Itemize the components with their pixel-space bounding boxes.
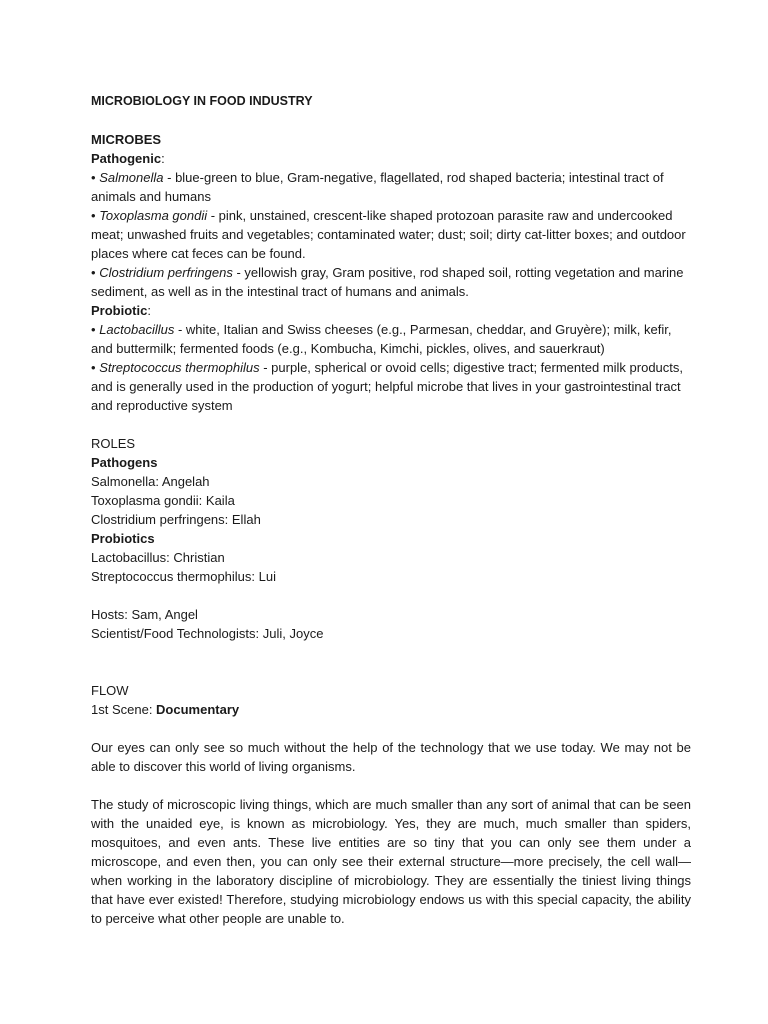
pathogen-item-toxoplasma xyxy=(91,206,691,263)
microbe-description: - yellowish gray, Gram positive, rod shaped soil, rotting vegetation and marine sediment, as well as in the intestinal tract of humans and animals. xyxy=(91,265,684,299)
pathogen-item-clostridium xyxy=(91,263,691,301)
document-title: MICROBIOLOGY IN FOOD INDUSTRY xyxy=(91,94,313,108)
probiotic-item-lactobacillus xyxy=(91,320,691,358)
flow-paragraph-1: Our eyes can only see so much without the help of the technology that we use today. We may not be able to discover this world of living organisms. xyxy=(91,740,691,774)
pathogenic-label-colon: : xyxy=(161,151,165,166)
pathogen-item-salmonella xyxy=(91,168,691,206)
probiotic-item-streptococcus xyxy=(91,358,691,415)
microbe-description: - white, Italian and Swiss cheeses (e.g., Parmesan, cheddar, and Gruyère); milk, kefir, and buttermilk; fermented foods (e.g., Kombucha, Kimchi, pickles, olives, and sauerkraut) xyxy=(91,322,672,356)
bullet: • xyxy=(91,322,96,337)
probiotic-label-colon: : xyxy=(147,303,151,318)
role-line: Lactobacillus: Christian xyxy=(91,550,225,565)
flow-heading: FLOW xyxy=(91,683,129,698)
bullet: • xyxy=(91,170,96,185)
scientists-line: Scientist/Food Technologists: Juli, Joyce xyxy=(91,626,324,641)
role-line: Salmonella: Angelah xyxy=(91,474,210,489)
bullet: • xyxy=(91,265,96,280)
probiotic-label xyxy=(91,301,691,320)
bullet: • xyxy=(91,208,96,223)
microbes-heading: MICROBES xyxy=(91,132,162,147)
document-page xyxy=(91,92,691,928)
flow-paragraph-2: The study of microscopic living things, which are much smaller than any sort of animal that can be seen with the unaided eye, is known as microbiology. Yes, they are much, much smaller than spiders, mosquitoes, and even ants. These live entities are so tiny that you can only see them under a microscope, and even then, you can only see their external structure—more precisely, the cell wall—when working in the laboratory discipline of microbiology. They are essentially the tiniest living things that have ever existed! Therefore, studying microbiology endows us with this special capacity, the ability to perceive what other people are unable to. xyxy=(91,797,691,926)
probiotic-label-text: Probiotic xyxy=(91,303,148,318)
microbe-name: Clostridium perfringens xyxy=(99,265,233,280)
bullet: • xyxy=(91,360,96,375)
microbe-name: Salmonella xyxy=(99,170,164,185)
scene-line xyxy=(91,700,691,719)
microbe-name: Toxoplasma gondii xyxy=(99,208,208,223)
roles-heading: ROLES xyxy=(91,436,136,451)
microbe-description: - pink, unstained, crescent-like shaped protozoan parasite raw and undercooked meat; unwashed fruits and vegetables; contaminated water; dust; soil; dirty cat-litter boxes; and outdoor places where cat feces can be found. xyxy=(91,208,686,261)
microbe-name: Streptococcus thermophilus xyxy=(99,360,260,375)
scene-prefix: 1st Scene: xyxy=(91,702,157,717)
role-line: Clostridium perfringens: Ellah xyxy=(91,512,261,527)
microbe-description: - blue-green to blue, Gram-negative, flagellated, rod shaped bacteria; intestinal tract of animals and humans xyxy=(91,170,664,204)
pathogenic-label-text: Pathogenic xyxy=(91,151,162,166)
pathogenic-label xyxy=(91,149,691,168)
hosts-line: Hosts: Sam, Angel xyxy=(91,607,198,622)
microbe-description: - purple, spherical or ovoid cells; digestive tract; fermented milk products, and is generally used in the production of yogurt; helpful microbe that lives in your gastrointestinal tract and reproductive system xyxy=(91,360,684,413)
microbe-name: Lactobacillus xyxy=(99,322,175,337)
pathogens-label: Pathogens xyxy=(91,455,158,470)
probiotics-label: Probiotics xyxy=(91,531,155,546)
role-line: Toxoplasma gondii: Kaila xyxy=(91,493,235,508)
scene-name: Documentary xyxy=(156,702,240,717)
role-line: Streptococcus thermophilus: Lui xyxy=(91,569,276,584)
